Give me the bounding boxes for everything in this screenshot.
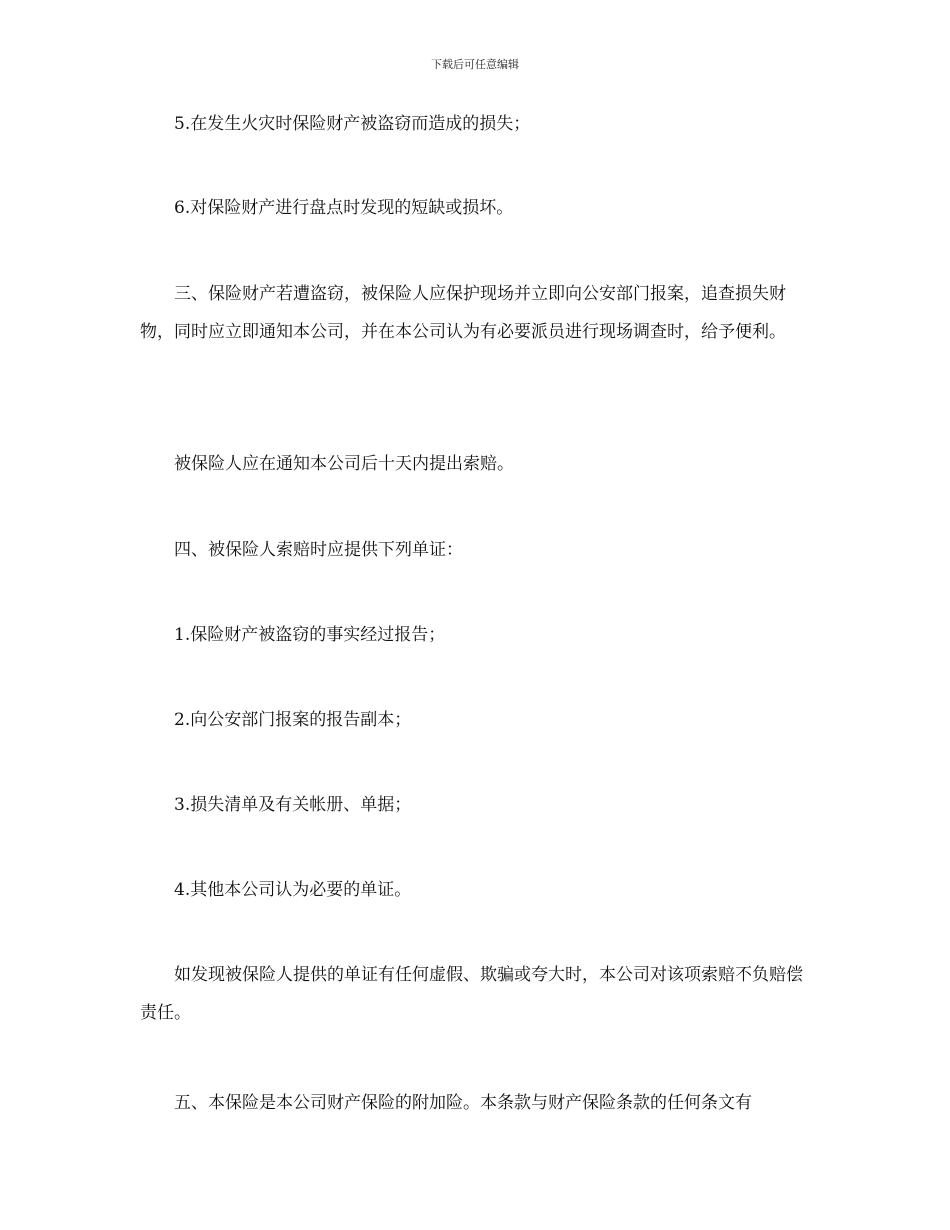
paragraph-doc-3: 3.损失清单及有关帐册、单据； — [174, 795, 412, 815]
paragraph-item-6: 6.对保险财产进行盘点时发现的短缺或损坏。 — [174, 198, 514, 218]
paragraph-section-5: 五、本保险是本公司财产保险的附加险。本条款与财产保险条款的任何条文有 — [174, 1093, 752, 1113]
paragraph-doc-2: 2.向公安部门报案的报告副本； — [174, 710, 412, 730]
paragraph-doc-4: 4.其他本公司认为必要的单证。 — [174, 880, 412, 900]
paragraph-claim-deadline: 被保险人应在通知本公司后十天内提出索赔。 — [174, 454, 514, 474]
page-header: 下载后可任意编辑 — [431, 58, 519, 71]
paragraph-item-5: 5.在发生火灾时保险财产被盗窃而造成的损失； — [174, 114, 531, 134]
paragraph-false-claim: 如发现被保险人提供的单证有任何虚假、欺骗或夸大时，本公司对该项索赔不负赔偿责任。 — [140, 965, 803, 1023]
paragraph-section-4: 四、被保险人索赔时应提供下列单证： — [174, 540, 463, 560]
paragraph-section-3: 三、保险财产若遭盗窃，被保险人应保护现场并立即向公安部门报案，追查损失财物，同时应立即通知本公司，并在本公司认为有必要派员进行现场调查时，给予便利。 — [140, 284, 786, 342]
paragraph-doc-1: 1.保险财产被盗窃的事实经过报告； — [174, 625, 446, 645]
